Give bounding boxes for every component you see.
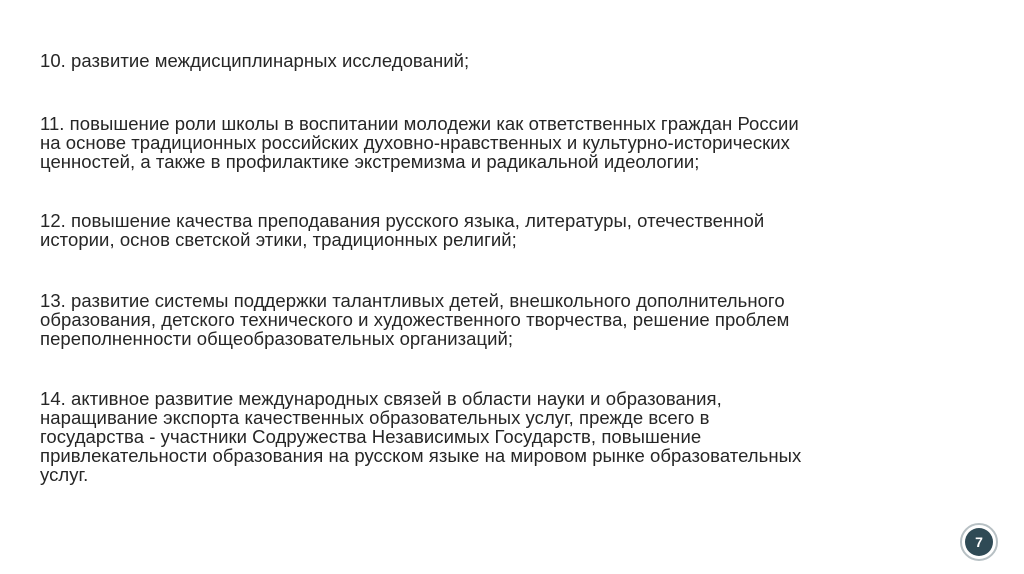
page-number-circle (965, 528, 993, 556)
list-item-13: 13. развитие системы поддержки талантливых детей, внешкольного дополнительного образования, детского технического и художественного творчества, решение проблем переполненности общеобразовательных организаций; (40, 290, 790, 349)
list-item-10: 10. развитие междисциплинарных исследований; (40, 50, 470, 71)
page-number-badge (960, 523, 998, 561)
page-number: 7 (975, 534, 983, 550)
list-item-11: 11. повышение роли школы в воспитании молодежи как ответственных граждан России на основе традиционных российских духовно-нравственных и культурно-исторических ценностей, а также в профилактике экстремизма и радикальной идеологии; (40, 113, 799, 172)
list-item-14: 14. активное развитие международных связей в области науки и образования, наращивание экспорта качественных образовательных услуг, прежде всего в государства - участники Содружества Независимых Государств, повышение привлекательности образования на русском языке на мировом рынке образовательных услуг. (40, 388, 802, 485)
list-item-12: 12. повышение качества преподавания русского языка, литературы, отечественной истории, основ светской этики, традиционных религий; (40, 210, 765, 250)
